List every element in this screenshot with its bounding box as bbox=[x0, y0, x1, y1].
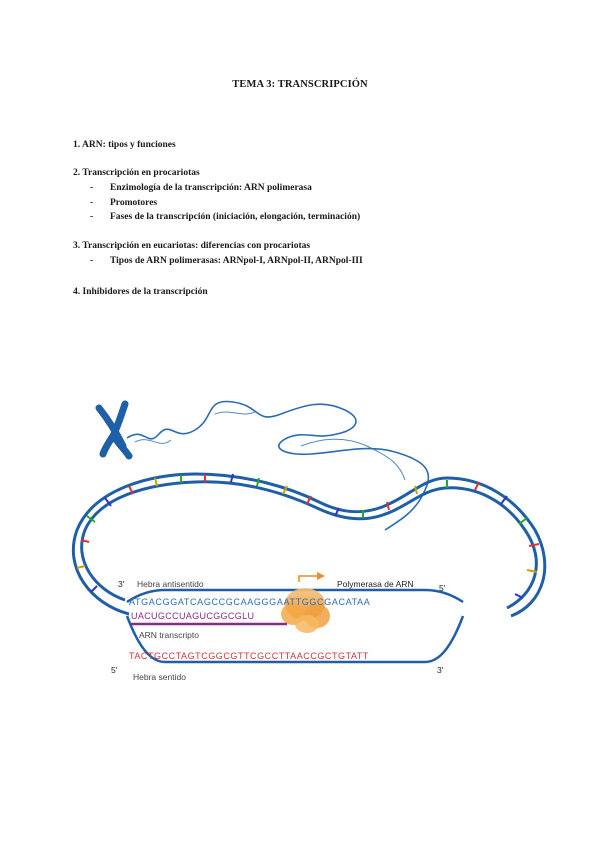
chromatin-fiber-detail bbox=[135, 412, 405, 480]
antisense-label: Hebra antisentido bbox=[137, 579, 204, 589]
sense-sequence: TACTGCCTAGTCGGCGTTCGCCTTAACCGCTGTATT bbox=[129, 651, 369, 661]
chromatin-fiber bbox=[127, 401, 428, 530]
section-2-item-3 bbox=[90, 212, 360, 222]
section-number: 4. bbox=[73, 287, 81, 297]
section-2-item-2 bbox=[90, 198, 157, 208]
antisense-sequence: ATGACGGATCAGCCGCAAGGGAATTGGCGACATAA bbox=[129, 597, 371, 607]
rna-transcript-label: ARN transcripto bbox=[139, 630, 199, 640]
bullet-dash: - bbox=[90, 198, 94, 208]
section-number: 2. bbox=[73, 168, 81, 178]
section-1 bbox=[73, 140, 176, 150]
sense-5prime-label: 5' bbox=[111, 665, 118, 675]
section-number: 1. bbox=[73, 140, 81, 150]
bullet-dash: - bbox=[90, 256, 94, 266]
sense-label: Hebra sentido bbox=[133, 672, 186, 682]
section-4 bbox=[73, 287, 208, 297]
section-title: Transcripción en procariotas bbox=[82, 168, 200, 178]
section-2-item-1 bbox=[90, 183, 312, 193]
rna-sequence: UACUGCCUAGUCGGCGLU bbox=[131, 611, 255, 621]
bullet-dash: - bbox=[90, 212, 94, 222]
section-title: Transcripción en eucariotas: diferencias con procariotas bbox=[82, 241, 311, 251]
page-title: TEMA 3: TRANSCRIPCIÓN bbox=[232, 79, 368, 90]
direction-arrow-icon bbox=[299, 572, 325, 582]
right-5prime-label: 5' bbox=[439, 583, 446, 593]
section-3-item-1 bbox=[90, 256, 363, 266]
item-text: Promotores bbox=[110, 198, 158, 208]
item-text: Fases de la transcripción (iniciación, elongación, terminación) bbox=[110, 212, 361, 222]
section-3 bbox=[73, 241, 310, 251]
section-number: 3. bbox=[73, 241, 81, 251]
item-text: Tipos de ARN polimerasas: ARNpol-I, ARNpol-II, ARNpol-III bbox=[110, 256, 363, 266]
section-title: Inhibidores de la transcripción bbox=[82, 287, 208, 297]
sense-3prime-label: 3' bbox=[437, 665, 444, 675]
section-2 bbox=[73, 168, 200, 178]
antisense-3prime-label: 3' bbox=[118, 579, 125, 589]
transcription-figure bbox=[55, 390, 555, 690]
chromosome-icon bbox=[99, 404, 129, 456]
bullet-dash: - bbox=[90, 183, 94, 193]
item-text: Enzimología de la transcripción: ARN polimerasa bbox=[110, 183, 312, 193]
rna-polymerase bbox=[281, 588, 330, 633]
polymerase-label: Polymerasa de ARN bbox=[337, 579, 414, 589]
section-title: ARN: tipos y funciones bbox=[81, 140, 176, 150]
